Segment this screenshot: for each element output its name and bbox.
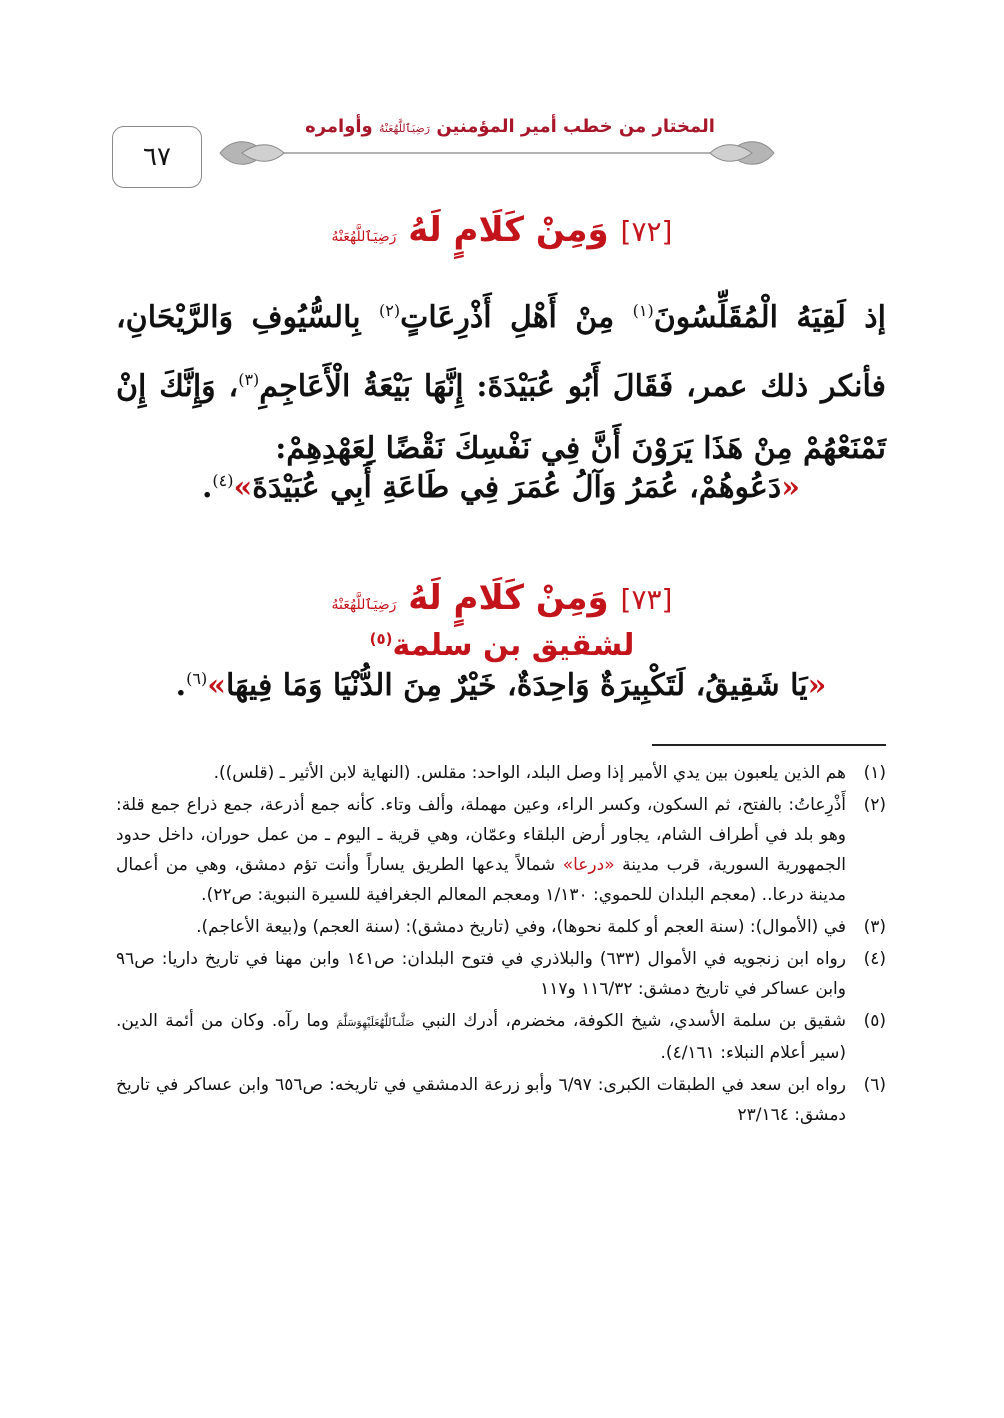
honorific: رَضِيَٱللَّهُعَنْهُ bbox=[331, 229, 397, 245]
footnote-rule bbox=[652, 744, 886, 746]
footnote-6: (٦) رواه ابن سعد في الطبقات الكبرى: ٦/٩٧ وأبو زرعة الدمشقي في تاريخه: ص٦٥٦ وابن عساكر في تاريخ دمشق: ٢٣/١٦٤ bbox=[116, 1075, 886, 1125]
footnote-ref: (٢) bbox=[379, 301, 401, 320]
section-title: وَمِنْ كَلَامٍ لَهُ bbox=[408, 210, 609, 250]
footnote-ref: (١) bbox=[632, 301, 654, 320]
footnote-1: (١) هم الذين يلعبون بين يدي الأمير إذا وصل البلد، الواحد: مقلس. (النهاية لابن الأثير ـ (قلس)). bbox=[213, 763, 886, 783]
section-heading-72 bbox=[120, 210, 884, 250]
footnote-3: (٣) في (الأموال): (سنة العجم أو كلمة نحوها)، وفي (تاريخ دمشق): (سنة العجم) و(بيعة الأعاجم). bbox=[196, 917, 886, 937]
footnote-2: (٢) أَذْرِعاتُ: بالفتح، ثم السكون، وكسر الراء، وعين مهملة، وألف وتاء. كأنه جمع أذرعة، جمع ذراع جمع قلة: وهو بلد في أطراف الشام، يجاور أرض البلقاء وعمّان، وهي قرية ـ اليوم ـ من عمل حوران، داخل حدود الجمهورية السورية، قرب مدينة «درعا» شمالاً يدعها الطريق يساراً وأنت تؤم دمشق، وهي من أعمال مدينة درعا.. (معجم البلدان للحموي: ١/١٣٠ ومعجم المعالم الجغرافية للسيرة النبوية: ص٢٢). bbox=[116, 795, 886, 905]
section-number: [٧٢] bbox=[620, 215, 673, 248]
footnote-4: (٤) رواه ابن زنجويه في الأموال (٦٣٣) والبلاذري في فتوح البلدان: ص١٤١ وابن مهنا في تاريخ داريا: ص٩٦ وابن عساكر في تاريخ دمشق: ١١٦/٣٢ و١١٧ bbox=[116, 949, 886, 999]
section-subtitle-73: لشقيق بن سلمة$^{(٥)}$ bbox=[369, 628, 635, 663]
page-number: ٦٧ bbox=[112, 126, 202, 188]
footnote-ref: (٣) bbox=[238, 370, 260, 389]
footnotes bbox=[116, 758, 886, 1132]
section-72-quote: «دَعُوهُمْ، عُمَرُ وَآلُ عُمَرَ فِي طَاعَةِ أَبِي عُبَيْدَةَ»$^{(٤)}$. bbox=[201, 470, 801, 505]
footnote-5: (٥) شقيق بن سلمة الأسدي، شيخ الكوفة، مخضرم، أدرك النبي صَلَّىٱللَّهُعَلَيْهِوَسَلَّمَ وما رآه. وكان من أئمة الدين. (سير أعلام النبلاء: ٤/١٦١). bbox=[116, 1011, 886, 1063]
section-72-text: إذ لَقِيَهُ الْمُقَلِّسُونَ$^{(١)}$ مِنْ أَهْلِ أَذْرِعَاتٍ$^{(٢)}$ بِالسُّيُوفِ وَالرَّيْحَانِ، فأنكر ذلك عمر، فَقَالَ أَبُو عُبَيْدَةَ: إِنَّهَا بَيْعَةُ الْأَعَاجِمِ$^{(٣)}$، وَإِنَّكَ إِنْ تَمْنَعْهُمْ مِنْ هَذَا يَرَوْنَ أَنَّ فِي نَفْسِكَ نَقْضًا لِعَهْدِهِمْ: bbox=[116, 300, 886, 466]
honorific: رَضِيَٱللَّهُعَنْهُ bbox=[331, 597, 397, 613]
header-ornament bbox=[212, 136, 782, 170]
running-title: المختار من خطب أمير المؤمنين رَضِيَٱللَّهُعَنْهُ وأوامره bbox=[300, 116, 720, 137]
footnote-ref: (٦) bbox=[186, 669, 208, 688]
footnote-ref: (٤) bbox=[212, 471, 234, 490]
section-73-quote: «يَا شَقِيقُ، لَتَكْبِيرَةٌ وَاحِدَةٌ، خَيْرٌ مِنَ الدُّنْيَا وَمَا فِيهَا»$^{(٦)}$. bbox=[175, 668, 827, 703]
section-title: وَمِنْ كَلَامٍ لَهُ bbox=[408, 578, 609, 618]
section-number: [٧٣] bbox=[620, 583, 673, 616]
footnote-ref: (٥) bbox=[369, 630, 393, 648]
section-heading-73 bbox=[120, 578, 884, 618]
